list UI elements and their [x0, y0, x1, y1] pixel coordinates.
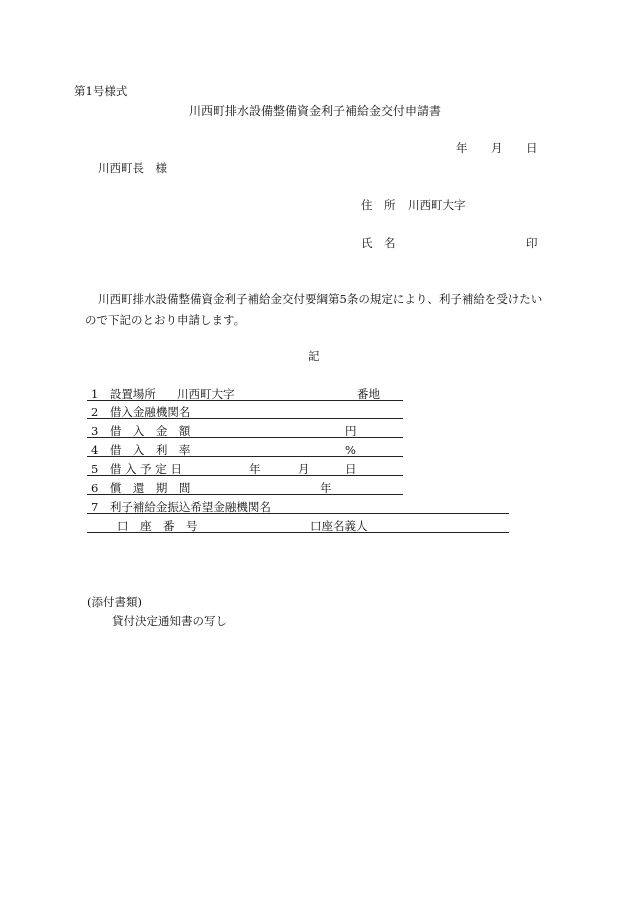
item-3-underline [87, 437, 403, 438]
item-1-label: 1 設置場所 [91, 387, 156, 401]
ki-heading: 記 [308, 349, 320, 363]
item-2-label: 2 借入金融機関名 [91, 405, 191, 419]
address-label: 住 所 [361, 198, 396, 212]
item-7-underline [87, 513, 509, 514]
date-year: 年 [456, 141, 468, 155]
item-5-label: 5 借 入 予 定 日 [91, 462, 182, 476]
item-1-suffix: 番地 [357, 387, 380, 401]
document-title: 川西町排水設備整備資金利子補給金交付申請書 [189, 104, 442, 118]
body-text-line2: ので下記のとおり申請します。 [85, 313, 246, 327]
item-1-underline [87, 400, 403, 401]
item-4-underline [87, 456, 403, 457]
item-8-holder: 口座名義人 [310, 519, 368, 533]
name-label: 氏 名 [361, 236, 396, 250]
item-1-value: 川西町大字 [177, 387, 235, 401]
address-value: 川西町大字 [408, 198, 466, 212]
item-6-unit: 年 [320, 481, 332, 495]
item-6-label: 6 償 還 期 間 [91, 481, 191, 495]
attachments-item: 貸付決定通知書の写し [112, 614, 227, 628]
item-5-underline [87, 475, 403, 476]
item-8-label: 口 座 番 号 [117, 519, 198, 533]
date-month: 月 [491, 141, 503, 155]
addressee: 川西町長 様 [98, 161, 167, 175]
item-8-underline [87, 532, 509, 533]
item-5-year: 年 [249, 462, 261, 476]
item-6-underline [87, 494, 403, 495]
seal-mark: 印 [526, 236, 538, 250]
date-day: 日 [526, 141, 538, 155]
attachments-heading: (添付書類) [87, 595, 142, 609]
form-number: 第1号様式 [74, 84, 128, 98]
item-7-label: 7 利子補給金振込希望金融機関名 [91, 500, 271, 514]
body-text-line1: 川西町排水設備整備資金利子補給金交付要綱第5条の規定により、利子補給を受けたい [98, 292, 543, 306]
item-4-unit: % [345, 443, 356, 457]
item-3-label: 3 借 入 金 額 [91, 424, 191, 438]
item-2-underline [87, 418, 403, 419]
item-5-month: 月 [298, 462, 310, 476]
item-3-unit: 円 [345, 424, 357, 438]
item-4-label: 4 借 入 利 率 [91, 443, 191, 457]
item-5-day: 日 [345, 462, 357, 476]
